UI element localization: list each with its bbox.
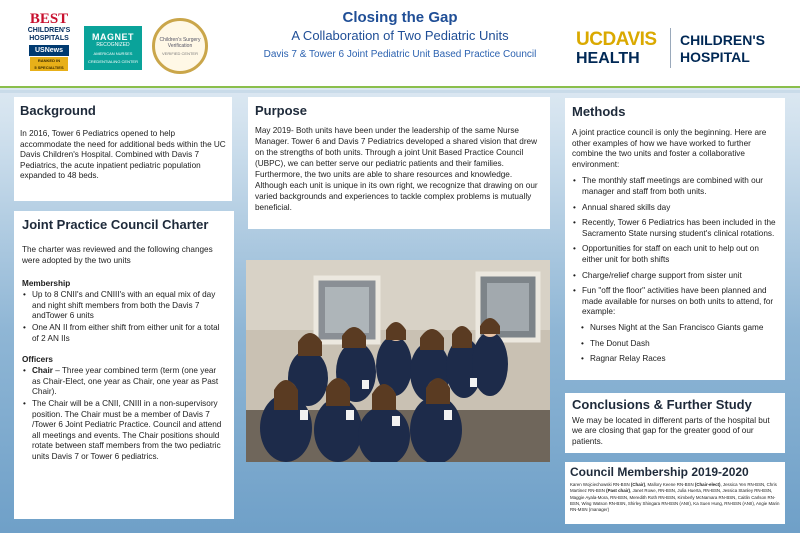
badge-text: RECOGNIZED [96,42,130,48]
officers-heading: Officers [22,355,53,365]
methods-intro: A joint practice council is only the beginning. Here are other examples of how we have worked to further combine the two units and foster a collaborative environment: [572,128,767,169]
magnet-recognized-badge [84,26,142,70]
list-item: • Opportunities for staff on each unit to help out on either unit for both shifts [572,244,778,265]
badge-text: USNews [29,45,69,56]
surgery-verification-seal [152,18,208,74]
purpose-panel [248,97,550,229]
names-text: , Janet Rowe, RN-BSN, Julia Huerta, RN-BSN, Jessica Stanley RN-BSN, Maggie Ayala-Mora, RN-BSN, Meredith Roth RN-BSN, Kimberly McNamara RN-BSN, Caitlin Carlson RN-BSN, Wing Watson RN-BSN, Shirley Shingara RN-BSN (ANII), Ka Suen Hung, RN-BSN (ANII), Angie Marin RN-MSN (manager) [570,488,780,513]
badge-text: 5 SPECIALTIES [34,65,64,70]
list-item: • One AN II from either shift from either unit for a total of 2 AN IIs [22,323,226,344]
background-panel [14,97,232,201]
conclusions-panel [565,393,785,453]
conclusions-text: We may be located in different parts of the hospital but we are closing that gap for the greater good of our patients. [572,416,770,446]
names-text: , Jessica Yen RN-BSN, Chris Martinez RN-BSN [570,482,777,494]
poster-header [0,0,800,88]
names-role: (Chair-elect) [694,482,721,487]
seal-text: VERIFIED CENTER [161,51,198,56]
council-heading: Council Membership 2019-2020 [570,465,749,479]
charter-intro: The charter was reviewed and the following changes were adopted by the two units [22,245,213,265]
names-role: (Chair) [630,482,646,487]
list-item: • Nurses Night at the San Francisco Giants game [580,323,778,334]
list-item: • Up to 8 CNII's and CNIII's with an equal mix of day and night shift members from both the Davis 7 andTower 6 units [22,290,226,322]
badge-text: HOSPITALS [29,35,69,42]
uc-davis-childrens-hospital-logo [562,28,792,70]
officer-role: Chair [32,366,53,376]
badge-text: AMERICAN NURSES [93,51,133,56]
charter-heading: Joint Practice Council Charter [22,217,209,232]
badge-text: BEST [29,11,69,27]
list-item [22,366,226,398]
logo-text: UCDAVIS [576,29,657,50]
logo-text: CHILDREN'S [680,32,765,48]
list-item: • Fun "off the floor" activities have been planned and made available for nurses on both units to attend, for example: [572,286,778,318]
methods-panel [565,98,785,380]
list-item: • Annual shared skills day [572,203,778,214]
membership-list [22,290,226,344]
purpose-heading: Purpose [255,103,308,118]
names-text: Karen Wojciechowski RN-BSN [570,482,631,487]
logo-text: HEALTH [576,50,640,67]
officers-list [22,366,226,462]
background-text: In 2016, Tower 6 Pediatrics opened to help accommodate the need for additional beds within the UC Davis Children's Hospital. Combined with Davis 7 Pediatrics, the acute inpatient pediatric population expanded to 48 beds. [20,129,226,181]
badge-text: CHILDREN'S [27,27,71,34]
logo-text: HOSPITAL [680,49,750,65]
council-member-names [570,482,780,513]
poster-subtitle-council: Davis 7 & Tower 6 Joint Pediatric Unit Based Practice Council [263,49,537,60]
list-item [22,399,226,463]
charter-panel [14,211,234,519]
poster-subtitle: A Collaboration of Two Pediatric Units [291,28,509,43]
officer-text: The Chair will be a CNII, CNIII in a non-supervisory position. The Chair must be a member of Davis 7 /Tower 6 Joint Pediatric Practice. Council and attend all meetings and events. The Chair positions should rotate between staff members from the two pediatric units Davis 7 or Tower 6 pediatrics. [32,398,222,461]
officer-text: – Three year combined term (term (one year as Chair-Elect, one year as Chair, one year as Past Chair). [32,366,219,397]
badge-text: CREDENTIALING CENTER [87,59,138,64]
methods-list [572,176,778,318]
seal-text: Children's Surgery Verification [159,37,201,49]
list-item: • The monthly staff meetings are combined with our manager and staff from both units. [572,176,778,197]
staff-group-photo [246,260,550,462]
methods-heading: Methods [572,104,626,119]
header-band [0,90,800,93]
membership-heading: Membership [22,279,71,289]
badge-text: MAGNET [92,32,134,42]
names-text: , Mallory Keene RN-BSN [645,482,695,487]
list-item: • Recently, Tower 6 Pediatrics has been included in the Sacramento State nursing student's clinical rotations. [572,218,778,239]
badge-text: RANKED IN [37,58,61,63]
list-item: • Charge/relief charge support from sister unit [572,271,778,282]
names-role: (Past chair) [606,488,631,494]
activities-sublist [580,323,778,365]
council-membership-panel [565,462,785,524]
background-heading: Background [20,103,96,118]
poster-title: Closing the Gap [342,9,458,26]
badge-ribbon [30,57,68,71]
poster-title-block [230,8,570,63]
group-photo-illustration [246,260,550,462]
logo-divider [670,28,671,68]
list-item: • Ragnar Relay Races [580,354,778,365]
conclusions-heading: Conclusions & Further Study [572,397,752,412]
purpose-text: May 2019- Both units have been under the leadership of the same Nurse Manager. Tower 6 and Davis 7 Pediatrics developed a shared vision that drew on the strengths of both units. Through a joint Unit Based Practice Council (UBPC), we can better serve our pediatric patients and their families. Furthermore, the two units are able to share resources and knowledge. Although each unit is unique in its own right, we recognize that drawing on our varied backgrounds and experiences to tackle complex problems is mutually beneficial. [255,126,538,212]
list-item: • The Donut Dash [580,339,778,350]
best-childrens-hospitals-badge [26,12,72,72]
